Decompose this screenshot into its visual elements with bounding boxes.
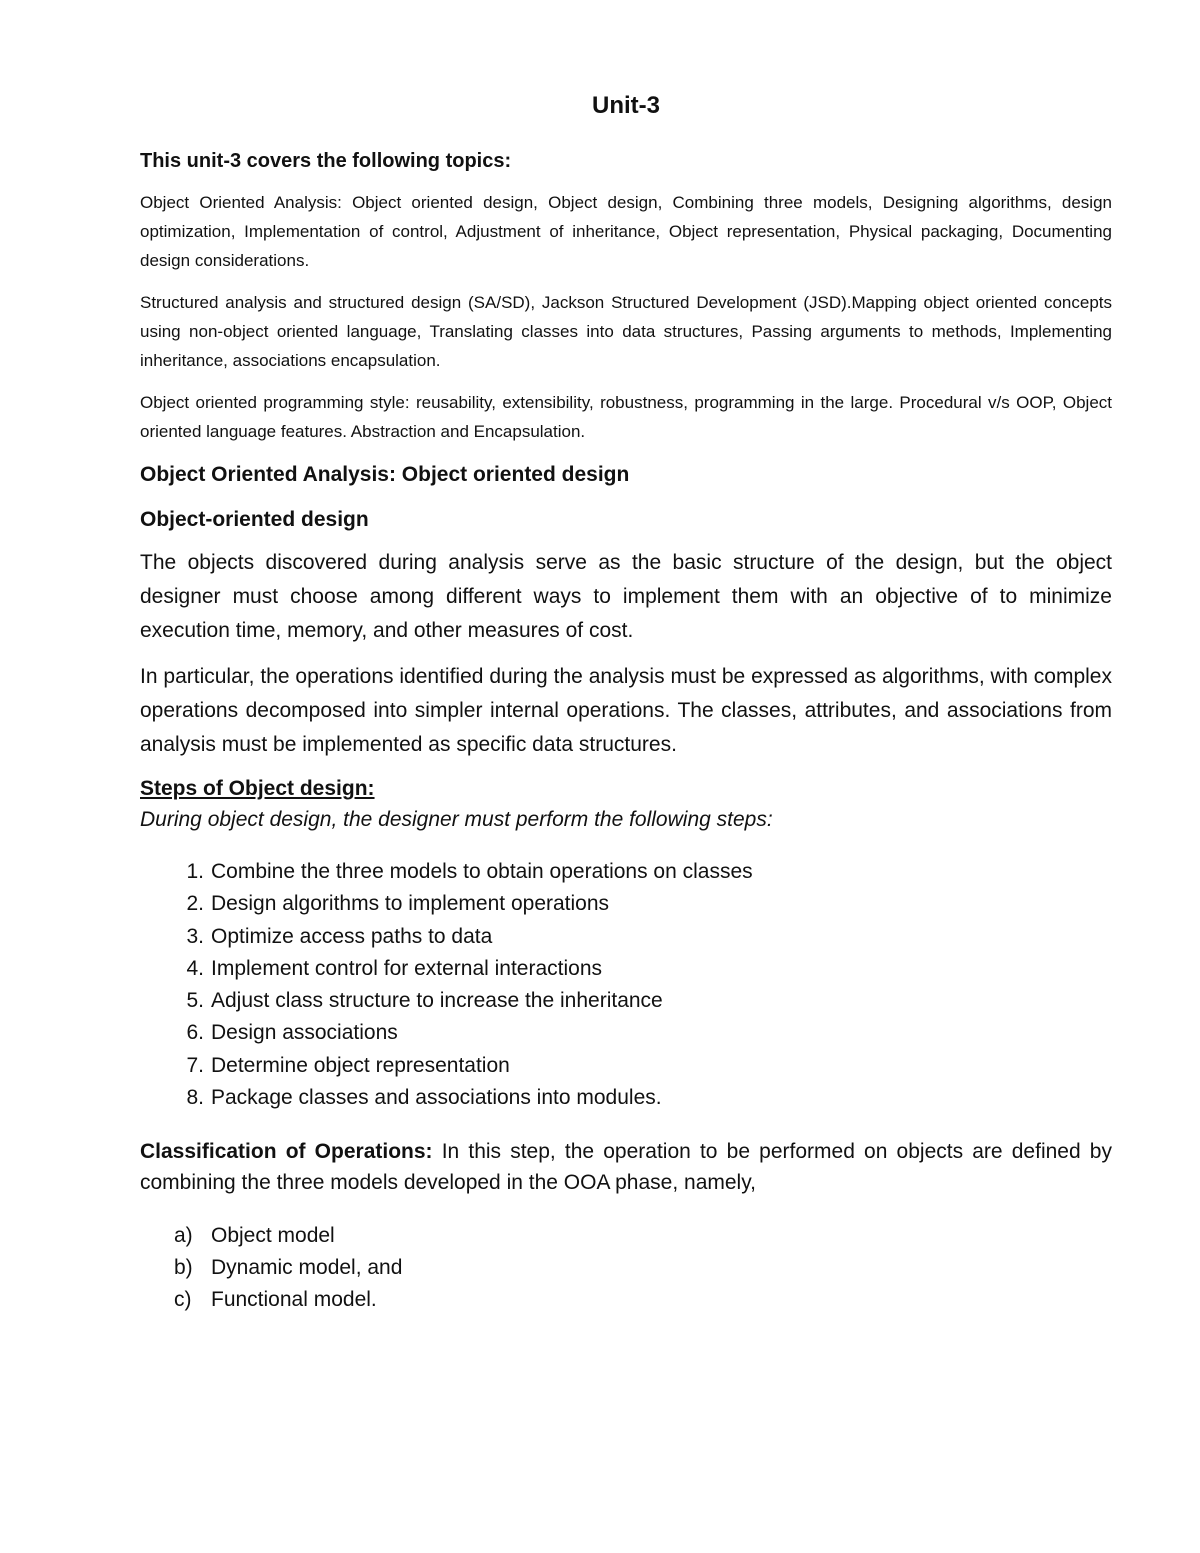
list-item bbox=[140, 1252, 1112, 1284]
list-item bbox=[140, 1017, 1112, 1049]
body-paragraph-1: The objects discovered during analysis serve as the basic structure of the design, but the object designer must choose among different ways to implement them with an objective of to minimize execution time, memory, and other measures of cost. bbox=[140, 551, 1112, 642]
list-item-text: Object model bbox=[211, 1224, 335, 1248]
list-item-text: Implement control for external interactions bbox=[211, 956, 603, 980]
list-item-text: Dynamic model, and bbox=[211, 1256, 403, 1280]
list-item bbox=[140, 856, 1112, 888]
list-marker: 5. bbox=[186, 989, 204, 1013]
list-marker: 2. bbox=[186, 892, 204, 916]
topic-paragraph-1: Object Oriented Analysis: Object oriented design, Object design, Combining three models, Designing algorithms, design optimization, Implementation of control, Adjustment of inheritance, Object representation, Physical packaging, Documenting design considerations. bbox=[140, 193, 1112, 270]
list-item-text: Combine the three models to obtain operations on classes bbox=[211, 860, 753, 883]
list-marker: 6. bbox=[186, 1021, 204, 1045]
section-heading: Object Oriented Analysis: Object oriented design bbox=[140, 463, 630, 486]
list-item bbox=[140, 1082, 1112, 1114]
list-item bbox=[140, 953, 1112, 985]
body-paragraph-2: In particular, the operations identified during the analysis must be expressed as algorithms, with complex operations decomposed into simpler internal operations. The classes, attributes, and associations from analysis must be implemented as specific data structures. bbox=[140, 665, 1112, 756]
list-item-text: Functional model. bbox=[211, 1288, 377, 1312]
list-marker: 1. bbox=[186, 860, 204, 883]
list-item-text: Design associations bbox=[211, 1021, 398, 1045]
steps-heading: Steps of Object design: bbox=[140, 777, 375, 800]
list-item bbox=[140, 1284, 1112, 1316]
list-item-text: Determine object representation bbox=[211, 1053, 510, 1077]
list-marker: 4. bbox=[186, 956, 204, 980]
list-item-text: Design algorithms to implement operations bbox=[211, 892, 610, 916]
list-item-text: Optimize access paths to data bbox=[211, 924, 493, 948]
list-marker: b) bbox=[174, 1256, 193, 1280]
list-item bbox=[140, 888, 1112, 920]
list-marker: 8. bbox=[186, 1086, 204, 1110]
list-marker: 3. bbox=[186, 924, 204, 948]
topic-paragraph-2: Structured analysis and structured design (SA/SD), Jackson Structured Development (JSD).Mapping object oriented concepts using non-object oriented language, Translating classes into data structures, Passing arguments to methods, Implementing inheritance, associations encapsulation. bbox=[140, 293, 1112, 370]
classification-paragraph bbox=[140, 1136, 1112, 1198]
classification-text: In this step, the operation to be performed on objects are defined by combining the three models developed in the OOA phase, namely, bbox=[140, 1140, 1112, 1195]
list-item bbox=[140, 921, 1112, 953]
topic-paragraph-3: Object oriented programming style: reusability, extensibility, robustness, programming in the large. Procedural v/s OOP, Object oriented language features. Abstraction and Encapsulation. bbox=[140, 393, 1112, 441]
list-item-text: Adjust class structure to increase the inheritance bbox=[211, 989, 663, 1013]
list-item bbox=[140, 1050, 1112, 1082]
covers-heading: This unit-3 covers the following topics: bbox=[140, 150, 512, 172]
list-item-text: Package classes and associations into modules. bbox=[211, 1086, 662, 1110]
document-content bbox=[140, 88, 1112, 1316]
list-item bbox=[140, 985, 1112, 1017]
list-item bbox=[140, 1220, 1112, 1252]
steps-intro: During object design, the designer must perform the following steps: bbox=[140, 808, 773, 831]
list-marker: 7. bbox=[186, 1053, 204, 1077]
list-marker: a) bbox=[174, 1224, 193, 1248]
subsection-heading: Object-oriented design bbox=[140, 508, 369, 531]
models-list bbox=[140, 1220, 1112, 1316]
list-marker: c) bbox=[174, 1288, 192, 1312]
classification-label: Classification of Operations: bbox=[140, 1140, 433, 1164]
page-title: Unit-3 bbox=[592, 92, 660, 119]
steps-list bbox=[140, 856, 1112, 1114]
